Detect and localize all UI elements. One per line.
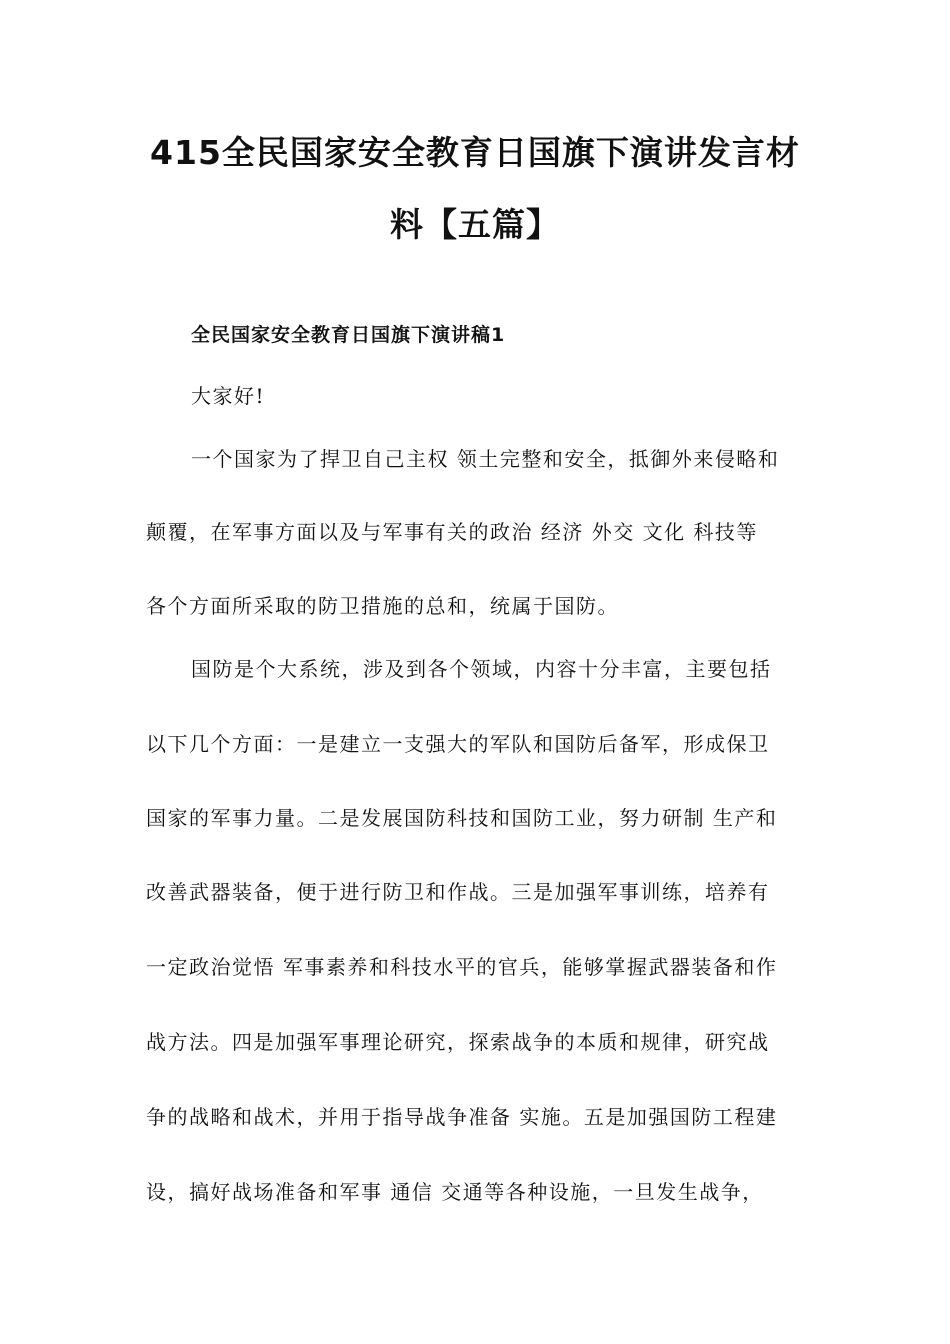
document-title-line-2: 料【五篇】 — [390, 205, 560, 244]
greeting-text: 大家好! — [191, 384, 266, 408]
section-heading: 全民国家安全教育日国旗下演讲稿1 — [191, 324, 506, 346]
paragraph-2-line-1: 国防是个大系统，涉及到各个领域，内容十分丰富，主要包括 — [191, 657, 772, 681]
paragraph-1-line-1: 一个国家为了捍卫自己主权 领土完整和安全，抵御外来侵略和 — [191, 447, 780, 471]
paragraph-2-line-6: 战方法。四是加强军事理论研究，探索战争的本质和规律，研究战 — [146, 1030, 770, 1054]
paragraph-2-line-5: 一定政治觉悟 军事素养和科技水平的官兵，能够掌握武器装备和作 — [146, 955, 778, 979]
document-title-line-1: 415全民国家安全教育日国旗下演讲发言材 — [150, 133, 800, 172]
paragraph-1-line-2: 颠覆，在军事方面以及与军事有关的政治 经济 外交 文化 科技等 — [146, 520, 758, 544]
paragraph-2-line-2: 以下几个方面：一是建立一支强大的军队和国防后备军，形成保卫 — [146, 732, 770, 756]
paragraph-2-line-8: 设，搞好战场准备和军事 通信 交通等各种设施，一旦发生战争， — [146, 1180, 764, 1204]
paragraph-2-line-3: 国家的军事力量。二是发展国防科技和国防工业，努力研制 生产和 — [146, 806, 778, 830]
paragraph-2-line-7: 争的战略和战术，并用于指导战争准备 实施。五是加强国防工程建 — [146, 1105, 778, 1129]
paragraph-2-line-4: 改善武器装备，便于进行防卫和作战。三是加强军事训练，培养有 — [146, 880, 770, 904]
paragraph-1-line-3: 各个方面所采取的防卫措施的总和，统属于国防。 — [146, 594, 619, 618]
